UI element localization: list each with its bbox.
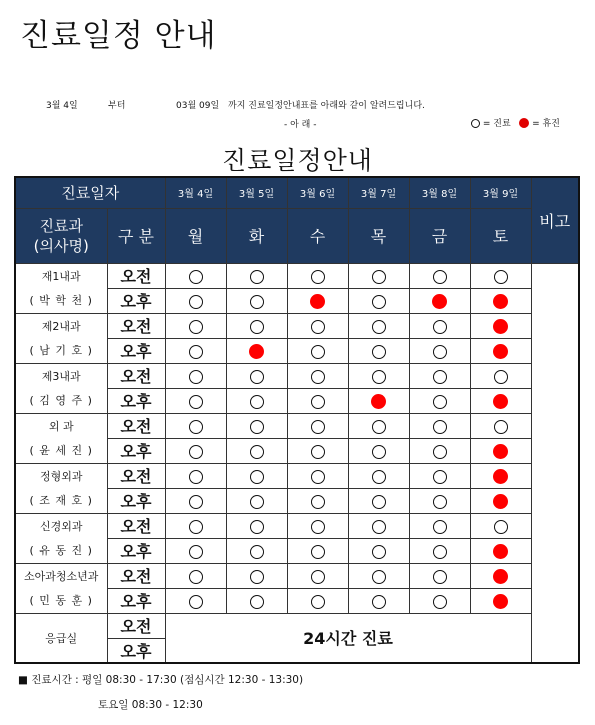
open-circle-icon — [189, 545, 203, 559]
table-row — [15, 613, 579, 638]
notice-text: 까지 진료일정안내표를 아래와 같이 알려드립니다. — [228, 101, 425, 111]
schedule-cell — [226, 538, 287, 563]
table-row — [15, 338, 579, 363]
open-circle-icon — [433, 395, 447, 409]
notice-start-date: 3월 4일 — [46, 101, 78, 111]
open-circle-icon — [433, 570, 447, 584]
schedule-cell — [165, 338, 226, 363]
footer-saturday-hours: 토요일 08:30 - 12:30 — [98, 699, 203, 711]
table-row — [15, 438, 579, 463]
schedule-cell — [287, 538, 348, 563]
schedule-cell — [226, 388, 287, 413]
schedule-cell — [287, 313, 348, 338]
open-circle-icon — [372, 295, 386, 309]
schedule-cell — [470, 338, 531, 363]
schedule-cell — [409, 538, 470, 563]
open-circle-icon — [433, 420, 447, 434]
table-row — [15, 563, 579, 588]
schedule-cell — [226, 338, 287, 363]
schedule-cell — [409, 263, 470, 288]
open-circle-icon — [372, 270, 386, 284]
period-label: 오후 — [107, 588, 165, 613]
schedule-cell — [226, 438, 287, 463]
open-circle-icon — [311, 570, 325, 584]
open-circle-icon — [311, 595, 325, 609]
open-circle-icon — [433, 545, 447, 559]
doctor-name: ( 김 영 주 ) — [15, 388, 107, 413]
schedule-cell — [287, 488, 348, 513]
doctor-name: ( 남 기 호 ) — [15, 338, 107, 363]
period-label: 오전 — [107, 513, 165, 538]
open-circle-icon — [311, 420, 325, 434]
open-circle-icon — [189, 470, 203, 484]
schedule-cell — [165, 588, 226, 613]
schedule-cell — [409, 363, 470, 388]
schedule-cell — [287, 288, 348, 313]
schedule-cell — [348, 388, 409, 413]
schedule-cell — [470, 588, 531, 613]
open-circle-icon — [433, 520, 447, 534]
schedule-cell — [287, 463, 348, 488]
table-row — [15, 538, 579, 563]
open-circle-icon — [433, 370, 447, 384]
open-circle-icon — [494, 270, 508, 284]
closed-dot-icon — [249, 344, 264, 359]
closed-dot-icon — [493, 569, 508, 584]
open-circle-icon — [250, 445, 264, 459]
weekday-header-cell: 목 — [348, 208, 409, 263]
footer-line1: 진료시간 : 평일 08:30 - 17:30 (점심시간 12:30 - 13:30) — [31, 674, 304, 686]
open-circle-icon — [250, 395, 264, 409]
closed-dot-icon — [310, 294, 325, 309]
schedule-cell — [287, 338, 348, 363]
legend — [471, 116, 560, 129]
open-circle-icon — [250, 595, 264, 609]
table-row — [15, 288, 579, 313]
open-circle-icon — [311, 320, 325, 334]
schedule-cell — [226, 488, 287, 513]
open-circle-icon — [189, 520, 203, 534]
open-circle-icon — [433, 445, 447, 459]
open-circle-icon — [494, 520, 508, 534]
schedule-cell — [165, 513, 226, 538]
date-header-cell: 3월 8일 — [409, 177, 470, 208]
closed-dot-icon — [519, 118, 529, 128]
table-row — [15, 488, 579, 513]
page-title: 진료일정 안내 — [20, 18, 217, 54]
schedule-cell — [470, 263, 531, 288]
open-circle-icon — [372, 445, 386, 459]
doctor-name: ( 조 재 호 ) — [15, 488, 107, 513]
dept-header: 진료과 (의사명) — [15, 208, 107, 263]
schedule-cell — [287, 413, 348, 438]
open-circle-icon — [189, 595, 203, 609]
table-row — [15, 363, 579, 388]
open-circle-icon — [250, 295, 264, 309]
period-label: 오전 — [107, 563, 165, 588]
period-label: 오후 — [107, 388, 165, 413]
dept-name: 신경외과 — [15, 513, 107, 538]
date-header-cell: 3월 6일 — [287, 177, 348, 208]
closed-dot-icon — [371, 394, 386, 409]
period-label: 오후 — [107, 488, 165, 513]
weekday-header-cell: 금 — [409, 208, 470, 263]
schedule-cell — [165, 438, 226, 463]
period-label: 오후 — [107, 438, 165, 463]
open-circle-icon — [372, 370, 386, 384]
period-label: 오전 — [107, 413, 165, 438]
schedule-cell — [165, 488, 226, 513]
legend-closed-label: = 휴진 — [532, 119, 560, 129]
weekday-header-cell: 토 — [470, 208, 531, 263]
dept-name: 제3내과 — [15, 363, 107, 388]
schedule-cell — [470, 538, 531, 563]
open-circle-icon — [311, 345, 325, 359]
schedule-cell — [165, 463, 226, 488]
schedule-cell — [348, 538, 409, 563]
schedule-cell — [226, 363, 287, 388]
emergency-text: 24시간 진료 — [165, 613, 531, 663]
schedule-cell — [409, 288, 470, 313]
schedule-cell — [348, 438, 409, 463]
schedule-cell — [348, 288, 409, 313]
schedule-cell — [226, 413, 287, 438]
schedule-cell — [348, 338, 409, 363]
open-circle-icon — [250, 495, 264, 509]
open-circle-icon — [189, 445, 203, 459]
footer-bullet: ■ — [18, 674, 28, 686]
schedule-table — [14, 176, 580, 664]
period-label: 오전 — [107, 313, 165, 338]
schedule-cell — [165, 313, 226, 338]
open-circle-icon — [372, 470, 386, 484]
schedule-cell — [409, 463, 470, 488]
open-circle-icon — [189, 295, 203, 309]
schedule-cell — [470, 438, 531, 463]
schedule-cell — [409, 488, 470, 513]
closed-dot-icon — [493, 544, 508, 559]
dept-name: 소아과청소년과 — [15, 563, 107, 588]
dept-name: 재1내과 — [15, 263, 107, 288]
weekday-header-cell: 화 — [226, 208, 287, 263]
table-row — [15, 388, 579, 413]
schedule-cell — [348, 488, 409, 513]
notice-end-date: 03월 09일 — [176, 101, 220, 111]
doctor-name: ( 유 동 진 ) — [15, 538, 107, 563]
schedule-cell — [165, 538, 226, 563]
open-circle-icon — [250, 470, 264, 484]
schedule-cell — [226, 563, 287, 588]
open-circle-icon — [433, 270, 447, 284]
legend-open-label: = 진료 — [482, 119, 511, 129]
open-circle-icon — [250, 370, 264, 384]
date-header: 진료일자 — [15, 177, 165, 208]
remarks-header: 비고 — [531, 177, 579, 263]
open-circle-icon — [433, 470, 447, 484]
period-label: 오전 — [107, 263, 165, 288]
open-circle-icon — [311, 370, 325, 384]
schedule-cell — [226, 463, 287, 488]
open-circle-icon — [471, 119, 480, 128]
open-circle-icon — [311, 395, 325, 409]
schedule-cell — [226, 263, 287, 288]
schedule-cell — [470, 513, 531, 538]
schedule-cell — [348, 363, 409, 388]
table-row — [15, 588, 579, 613]
schedule-cell — [226, 513, 287, 538]
closed-dot-icon — [493, 294, 508, 309]
closed-dot-icon — [493, 494, 508, 509]
table-row — [15, 263, 579, 288]
closed-dot-icon — [493, 444, 508, 459]
open-circle-icon — [372, 570, 386, 584]
schedule-cell — [348, 463, 409, 488]
schedule-cell — [409, 413, 470, 438]
period-label: 오후 — [107, 638, 165, 663]
open-circle-icon — [311, 445, 325, 459]
open-circle-icon — [250, 420, 264, 434]
open-circle-icon — [372, 420, 386, 434]
schedule-cell — [287, 563, 348, 588]
schedule-cell — [287, 388, 348, 413]
closed-dot-icon — [432, 294, 447, 309]
schedule-cell — [165, 388, 226, 413]
date-header-cell: 3월 5일 — [226, 177, 287, 208]
open-circle-icon — [189, 395, 203, 409]
closed-dot-icon — [493, 319, 508, 334]
open-circle-icon — [189, 320, 203, 334]
schedule-cell — [165, 263, 226, 288]
doctor-name: ( 민 동 훈 ) — [15, 588, 107, 613]
open-circle-icon — [433, 345, 447, 359]
schedule-cell — [165, 288, 226, 313]
open-circle-icon — [372, 520, 386, 534]
schedule-cell — [470, 563, 531, 588]
schedule-cell — [409, 438, 470, 463]
schedule-cell — [165, 363, 226, 388]
open-circle-icon — [311, 495, 325, 509]
date-header-cell: 3월 7일 — [348, 177, 409, 208]
notice-from: 부터 — [108, 101, 126, 111]
schedule-cell — [470, 363, 531, 388]
schedule-cell — [287, 263, 348, 288]
dept-name: 외 과 — [15, 413, 107, 438]
open-circle-icon — [189, 345, 203, 359]
weekday-header-cell: 수 — [287, 208, 348, 263]
table-row — [15, 463, 579, 488]
schedule-cell — [287, 363, 348, 388]
schedule-cell — [287, 438, 348, 463]
open-circle-icon — [494, 420, 508, 434]
schedule-cell — [348, 513, 409, 538]
schedule-cell — [287, 513, 348, 538]
table-row — [15, 513, 579, 538]
notice-below: - 아 래 - — [284, 120, 317, 130]
date-header-cell: 3월 9일 — [470, 177, 531, 208]
open-circle-icon — [433, 320, 447, 334]
date-header-cell: 3월 4일 — [165, 177, 226, 208]
schedule-cell — [470, 313, 531, 338]
open-circle-icon — [433, 495, 447, 509]
open-circle-icon — [311, 270, 325, 284]
schedule-cell — [409, 563, 470, 588]
emergency-name: 응급실 — [15, 613, 107, 663]
table-row — [15, 413, 579, 438]
doctor-name: ( 박 학 천 ) — [15, 288, 107, 313]
schedule-cell — [409, 338, 470, 363]
schedule-cell — [226, 288, 287, 313]
open-circle-icon — [250, 545, 264, 559]
schedule-cell — [470, 413, 531, 438]
schedule-cell — [348, 313, 409, 338]
open-circle-icon — [250, 320, 264, 334]
open-circle-icon — [372, 320, 386, 334]
remarks-cell — [531, 263, 579, 663]
schedule-cell — [165, 563, 226, 588]
schedule-cell — [348, 413, 409, 438]
open-circle-icon — [372, 345, 386, 359]
period-label: 오후 — [107, 288, 165, 313]
schedule-cell — [348, 263, 409, 288]
closed-dot-icon — [493, 469, 508, 484]
closed-dot-icon — [493, 394, 508, 409]
doctor-name: ( 윤 세 진 ) — [15, 438, 107, 463]
open-circle-icon — [250, 520, 264, 534]
schedule-cell — [348, 588, 409, 613]
open-circle-icon — [311, 520, 325, 534]
open-circle-icon — [433, 595, 447, 609]
schedule-cell — [348, 563, 409, 588]
open-circle-icon — [494, 370, 508, 384]
schedule-cell — [165, 413, 226, 438]
period-label: 오전 — [107, 363, 165, 388]
open-circle-icon — [372, 545, 386, 559]
closed-dot-icon — [493, 594, 508, 609]
closed-dot-icon — [493, 344, 508, 359]
schedule-cell — [409, 513, 470, 538]
type-header: 구 분 — [107, 208, 165, 263]
open-circle-icon — [189, 370, 203, 384]
dept-name: 제2내과 — [15, 313, 107, 338]
dept-name: 정형외과 — [15, 463, 107, 488]
schedule-cell — [287, 588, 348, 613]
open-circle-icon — [189, 495, 203, 509]
open-circle-icon — [189, 270, 203, 284]
open-circle-icon — [372, 495, 386, 509]
schedule-cell — [470, 463, 531, 488]
period-label: 오전 — [107, 463, 165, 488]
open-circle-icon — [311, 545, 325, 559]
schedule-cell — [409, 588, 470, 613]
period-label: 오전 — [107, 613, 165, 638]
schedule-cell — [470, 388, 531, 413]
schedule-cell — [470, 488, 531, 513]
open-circle-icon — [250, 570, 264, 584]
period-label: 오후 — [107, 338, 165, 363]
open-circle-icon — [250, 270, 264, 284]
table-row — [15, 313, 579, 338]
schedule-cell — [470, 288, 531, 313]
weekday-header-cell: 월 — [165, 208, 226, 263]
footer-hours — [18, 672, 303, 687]
open-circle-icon — [189, 570, 203, 584]
open-circle-icon — [311, 470, 325, 484]
schedule-cell — [409, 388, 470, 413]
period-label: 오후 — [107, 538, 165, 563]
schedule-cell — [409, 313, 470, 338]
open-circle-icon — [372, 595, 386, 609]
table-title: 진료일정안내 — [222, 146, 373, 175]
schedule-cell — [226, 588, 287, 613]
schedule-cell — [226, 313, 287, 338]
open-circle-icon — [189, 420, 203, 434]
